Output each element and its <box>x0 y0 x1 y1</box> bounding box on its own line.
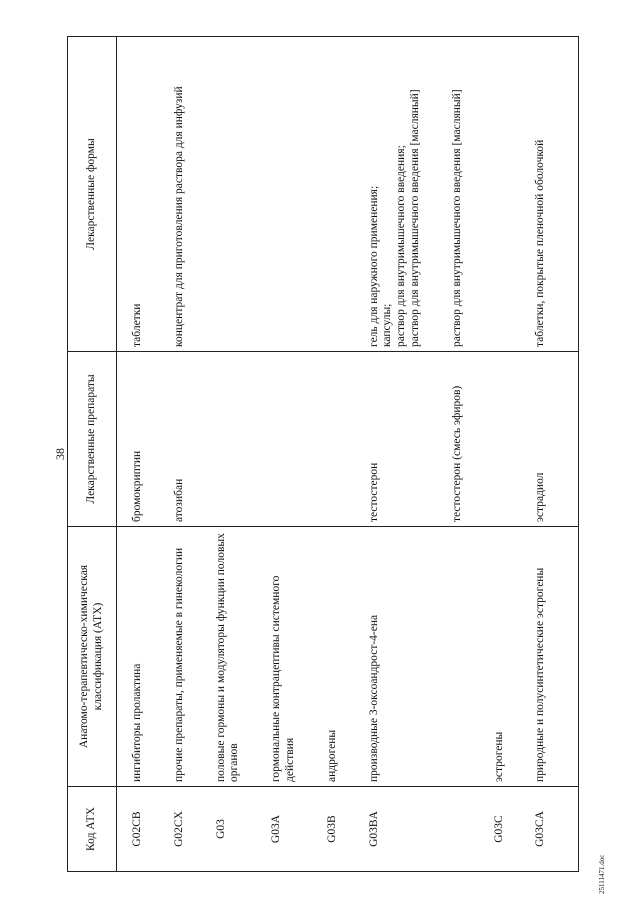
table-row <box>270 37 326 872</box>
row-code: G02CB <box>131 787 173 872</box>
row-drug: тестостерон <box>368 352 451 527</box>
row-drug: эстрадиол <box>534 352 578 527</box>
row-classification: ингибиторы пролактина <box>131 527 173 787</box>
row-drug: атозибан <box>173 352 215 527</box>
row-forms-text: гель для наружного применения; капсулы; раствор для внутримышечного введения; раствор для внутримышечного введения [масляный] <box>367 89 421 347</box>
row-forms <box>131 37 173 352</box>
row-drug: бромокриптин <box>131 352 173 527</box>
row-code: G03CA <box>534 787 578 872</box>
row-classification <box>451 527 493 787</box>
header-classification: Анатомо-терапевтическо-химическая классификация (АТХ) <box>68 527 117 787</box>
row-forms-text: таблетки, покрытые пленочной оболочкой <box>534 139 547 347</box>
page-number: 38 <box>53 448 67 460</box>
rotated-page-content <box>67 37 607 872</box>
row-classification: производные 3-оксоандрост-4-ена <box>368 527 451 787</box>
table-row <box>215 37 271 872</box>
row-classification: прочие препараты, применяемые в гинекологии <box>173 527 215 787</box>
row-forms <box>534 37 578 352</box>
row-forms <box>215 37 271 352</box>
row-forms <box>326 37 368 352</box>
row-forms <box>173 37 215 352</box>
row-forms <box>270 37 326 352</box>
table-row <box>368 37 451 872</box>
row-classification: эстрогены <box>493 527 535 787</box>
document-id: 25111471.doc <box>598 854 606 894</box>
spacer-row <box>117 37 132 872</box>
row-code: G03BA <box>368 787 451 872</box>
table-row <box>173 37 215 872</box>
row-forms <box>451 37 493 352</box>
row-forms-text: раствор для внутримышечного введения [масляный] <box>450 89 463 347</box>
table-header-row <box>68 37 117 872</box>
row-code: G03B <box>326 787 368 872</box>
row-drug: тестостерон (смесь эфиров) <box>451 352 493 527</box>
header-code: Код АТХ <box>68 787 117 872</box>
row-classification: природные и полусинтетические эстрогены <box>534 527 578 787</box>
row-drug <box>215 352 271 527</box>
atc-table <box>67 36 579 872</box>
row-forms-text: таблетки <box>131 303 143 347</box>
row-code: G02CX <box>173 787 215 872</box>
table-row <box>326 37 368 872</box>
row-classification: андрогены <box>326 527 368 787</box>
row-drug <box>326 352 368 527</box>
row-drug <box>270 352 326 527</box>
row-code: G03 <box>215 787 271 872</box>
row-classification: гормональные контрацептивы системного действия <box>270 527 326 787</box>
table-row <box>493 37 535 872</box>
row-forms <box>493 37 535 352</box>
table-row <box>534 37 578 872</box>
row-drug <box>493 352 535 527</box>
header-forms: Лекарственные формы <box>68 37 117 352</box>
row-forms <box>368 37 451 352</box>
table-row <box>451 37 493 872</box>
row-code <box>451 787 493 872</box>
table-row <box>131 37 173 872</box>
header-drugs: Лекарственные препараты <box>68 352 117 527</box>
row-forms-text: концентрат для приготовления раствора для инфузий <box>172 86 185 347</box>
row-code: G03C <box>493 787 535 872</box>
row-code: G03A <box>270 787 326 872</box>
row-classification: половые гормоны и модуляторы функции половых органов <box>215 527 271 787</box>
